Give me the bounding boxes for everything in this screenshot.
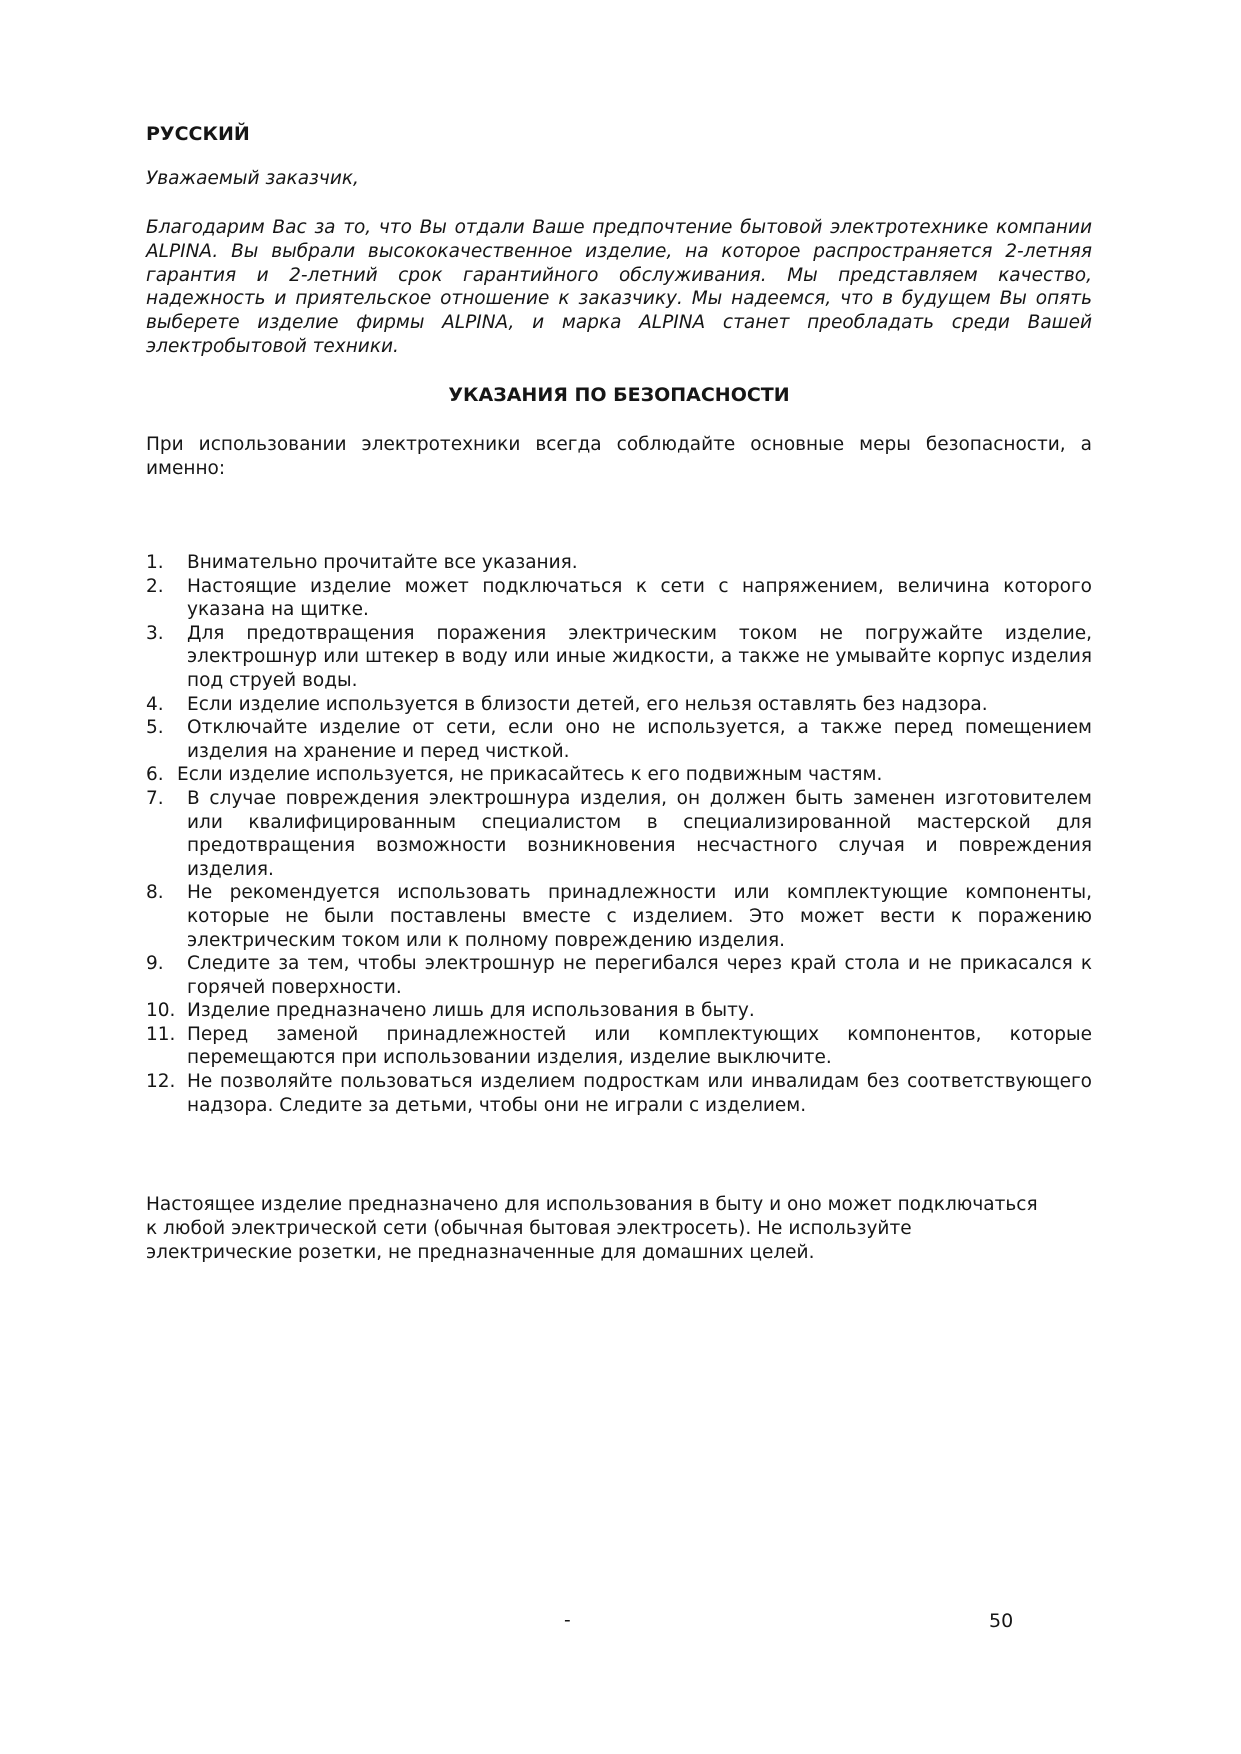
rule-text: Отключайте изделие от сети, если оно не используется, а также перед помещением изделия на хранение и перед чисткой. <box>187 717 1092 762</box>
rule-number: 10. <box>146 1000 176 1022</box>
footer-dash: - <box>564 1610 571 1631</box>
rule-text: Не рекомендуется использовать принадлежности или комплектующие компоненты, которые не были поставлены вместе с изделием. Это может вести к поражению электрическим током или к полному повреждению изделия. <box>187 882 1092 951</box>
safety-title: УКАЗАНИЯ ПО БЕЗОПАСНОСТИ <box>448 384 790 406</box>
rule-number: 12. <box>146 1071 176 1093</box>
safety-rule <box>146 551 1092 575</box>
rule-text: Перед заменой принадлежностей или комплектующих компонентов, которые перемещаются при использовании изделия, изделие выключите. <box>187 1023 1092 1069</box>
safety-rule <box>146 1070 1092 1117</box>
safety-rule <box>146 952 1092 999</box>
safety-lead: При использовании электротехники всегда соблюдайте основные меры безопасности, а именно: <box>146 434 1092 479</box>
closing-line: электрические розетки, не предназначенные для домашних целей. <box>146 1242 815 1263</box>
rule-number: 11. <box>146 1023 176 1045</box>
safety-rules-list <box>146 551 1092 1117</box>
closing-paragraph <box>146 1193 1092 1265</box>
safety-rule <box>146 622 1092 693</box>
rule-number: 9. <box>146 953 164 975</box>
rule-text: Изделие предназначено лишь для использования в быту. <box>187 1000 755 1022</box>
rule-text: Настоящие изделие может подключаться к сети с напряжением, величина которого указана на щитке. <box>187 575 1092 621</box>
rule-text: Если изделие используется в близости детей, его нельзя оставлять без надзора. <box>187 693 988 715</box>
safety-rule <box>146 763 1092 787</box>
safety-rule <box>146 881 1092 952</box>
rule-text: Если изделие используется, не прикасайтесь к его подвижным частям. <box>177 764 883 786</box>
rule-number: 5. <box>146 717 164 739</box>
safety-rule <box>146 575 1092 622</box>
intro-paragraph: Благодарим Вас за то, что Вы отдали Ваше предпочтение бытовой электротехнике компании ALPINA. Вы выбрали высококачественное изделие, на которое распространяется 2-летняя гарантия и 2-летний срок гарантийного обслуживания. Мы представляем качество, надежность и приятельское отношение к заказчику. Мы надеемся, что в будущем Вы опять выберете изделие фирмы ALPINA, и марка ALPINA станет преобладать среди Вашей электробытовой техники. <box>146 217 1092 357</box>
rule-number: 3. <box>146 622 164 644</box>
rule-number: 4. <box>146 693 164 715</box>
safety-rule <box>146 999 1092 1023</box>
safety-rule <box>146 693 1092 717</box>
closing-line: к любой электрической сети (обычная бытовая электросеть). Не используйте <box>146 1218 912 1239</box>
rule-text: В случае повреждения электрошнура изделия, он должен быть заменен изготовителем или квалифицированным специалистом в специализированной мастерской для предотвращения возможности возникновения несчастного случая и повреждения изделия. <box>187 787 1092 880</box>
safety-rule <box>146 716 1092 763</box>
rule-text: Внимательно прочитайте все указания. <box>187 552 578 573</box>
document-page <box>146 0 1092 1754</box>
language-heading: РУССКИЙ <box>146 123 250 145</box>
rule-text: Следите за тем, чтобы электрошнур не перегибался через край стола и не прикасался к горячей поверхности. <box>187 953 1092 998</box>
rule-text: Для предотвращения поражения электрическим током не погружайте изделие, электрошнур или штекер в воду или иные жидкости, а также не умывайте корпус изделия под струей воды. <box>187 622 1092 691</box>
rule-text: Не позволяйте пользоваться изделием подросткам или инвалидам без соответствующего надзора. Следите за детьми, чтобы они не играли с изделием. <box>187 1071 1092 1116</box>
rule-number: 7. <box>146 787 164 809</box>
safety-rule <box>146 1023 1092 1070</box>
closing-line: Настоящее изделие предназначено для использования в быту и оно может подключаться <box>146 1194 1038 1215</box>
page-number: 50 <box>989 1610 1014 1632</box>
rule-number: 6. <box>146 764 164 786</box>
greeting: Уважаемый заказчик, <box>146 168 359 189</box>
safety-rule <box>146 787 1092 881</box>
rule-number: 1. <box>146 552 164 573</box>
rule-number: 8. <box>146 882 164 904</box>
rule-number: 2. <box>146 575 164 597</box>
